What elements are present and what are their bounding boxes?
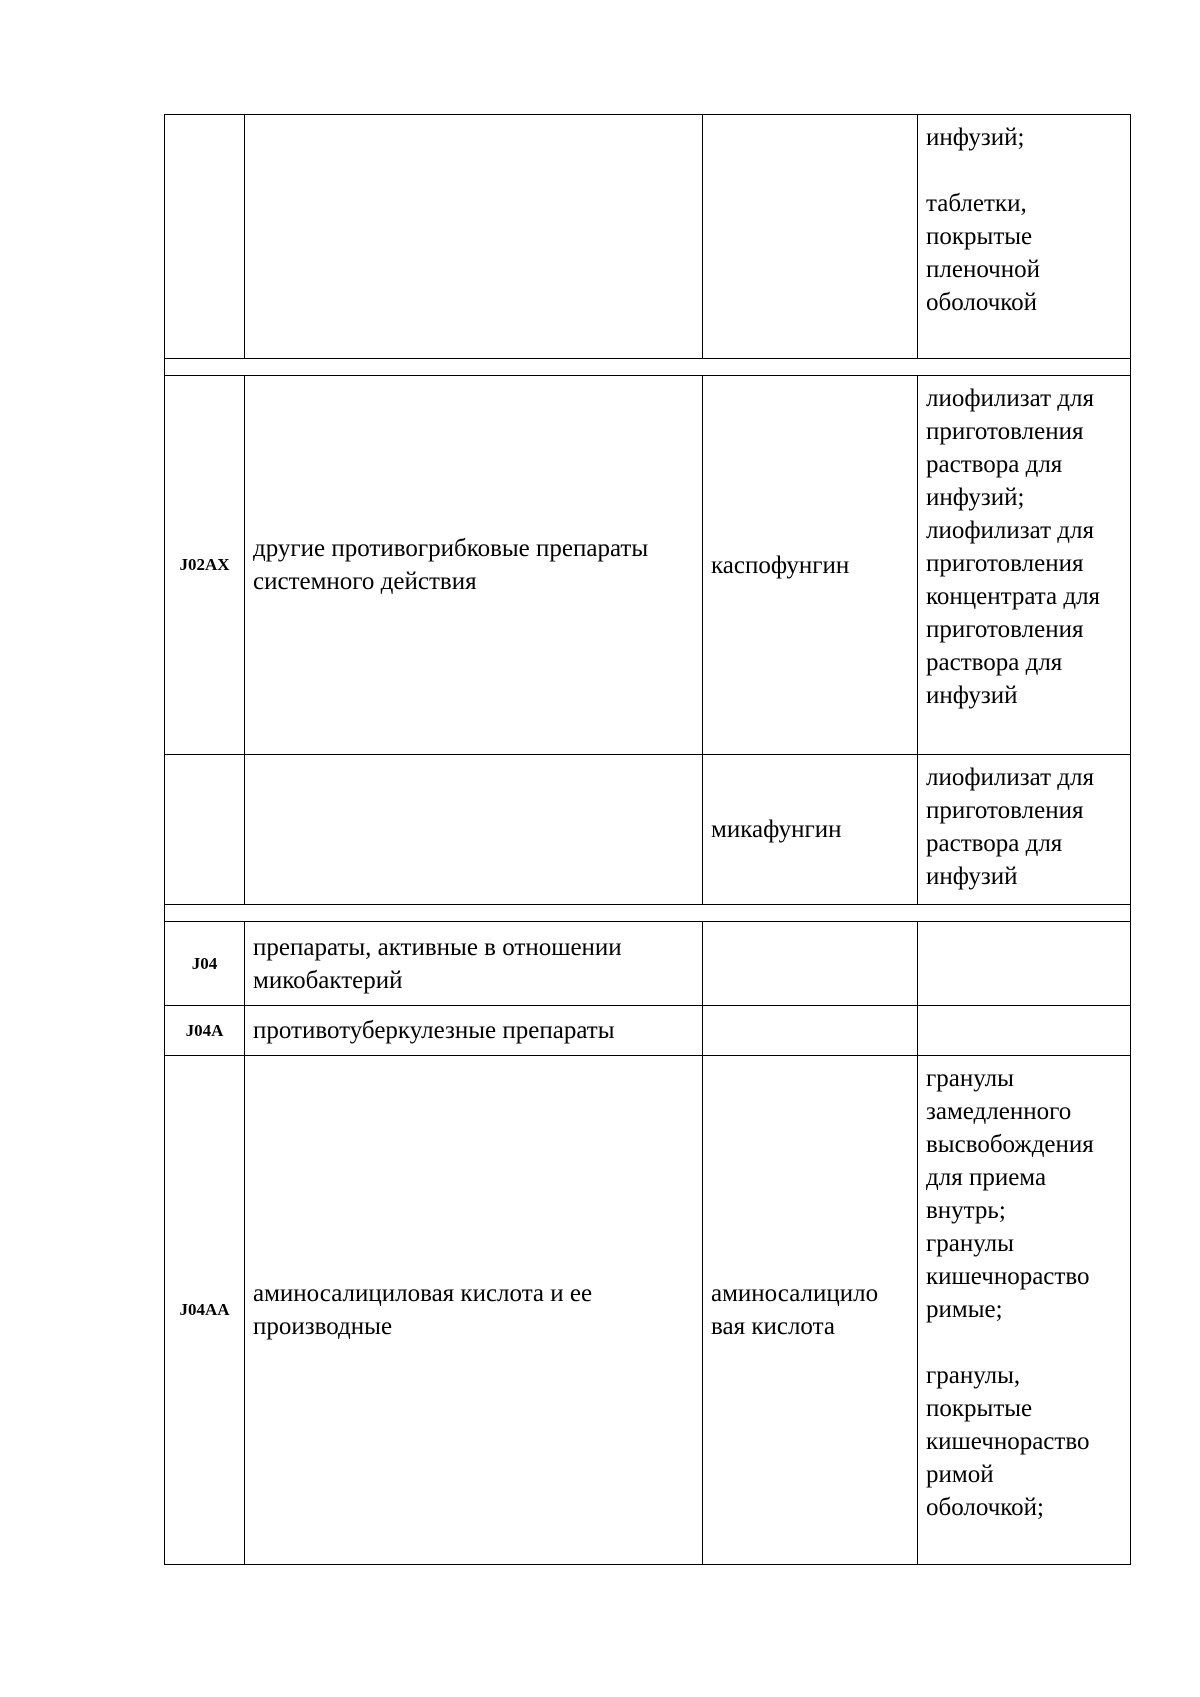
table-row — [164, 921, 1131, 1006]
form-line: приготовления — [926, 616, 1084, 643]
table-row — [164, 114, 1131, 359]
forms-list — [926, 121, 1124, 319]
form-line: оболочкой — [926, 289, 1038, 316]
table-row — [164, 1005, 1131, 1056]
form-line: кишечнораство — [926, 1428, 1090, 1455]
form-line: инфузий; — [926, 124, 1025, 151]
form-line: инфузий; — [926, 484, 1025, 511]
drug-cell — [703, 755, 918, 904]
form-line: раствора для — [926, 649, 1063, 676]
atc-code-cell — [165, 1056, 245, 1564]
form-line: замедленного — [926, 1098, 1072, 1125]
atc-code-cell — [165, 922, 245, 1005]
atc-code-cell — [165, 376, 245, 754]
form-line: приготовления — [926, 418, 1084, 445]
form-gap — [926, 1326, 1124, 1359]
drug-cell — [703, 1056, 918, 1564]
table-row — [164, 1055, 1131, 1565]
row-separator — [164, 904, 1131, 922]
table-row — [164, 754, 1131, 905]
form-line: гранулы — [926, 1230, 1014, 1257]
group-name: противотуберкулезные препараты — [253, 1017, 615, 1044]
group-cell — [245, 1006, 703, 1055]
group-name: другие противогрибковые препараты системного действия — [253, 535, 649, 595]
group-name: аминосалициловая кислота и ее производные — [253, 1280, 593, 1340]
form-line: гранулы — [926, 1065, 1014, 1092]
form-line: раствора для — [926, 451, 1063, 478]
form-line: инфузий — [926, 863, 1018, 890]
form-line: лиофилизат для — [926, 517, 1094, 544]
group-cell — [245, 1056, 703, 1564]
atc-code: J04AA — [179, 1300, 230, 1319]
form-line: оболочкой; — [926, 1494, 1044, 1521]
form-line: лиофилизат для — [926, 764, 1094, 791]
form-line: внутрь; — [926, 1197, 1006, 1224]
form-line: приготовления — [926, 797, 1084, 824]
atc-code-cell — [165, 1006, 245, 1055]
atc-code-cell — [165, 755, 245, 904]
forms-cell — [918, 376, 1130, 754]
form-line: гранулы, — [926, 1362, 1021, 1389]
forms-cell — [918, 922, 1130, 1005]
drug-cell — [703, 115, 918, 358]
form-line: таблетки, — [926, 190, 1027, 217]
form-line: лиофилизат для — [926, 385, 1094, 412]
drug-cell — [703, 922, 918, 1005]
form-line: концентрата для — [926, 583, 1101, 610]
drug-cell — [703, 1006, 918, 1055]
group-cell — [245, 922, 703, 1005]
form-line: приготовления — [926, 550, 1084, 577]
forms-list — [926, 761, 1124, 893]
form-line: кишечнораство — [926, 1263, 1090, 1290]
form-line: покрытые — [926, 1395, 1033, 1422]
atc-code: J04A — [185, 1020, 224, 1040]
form-line: римые; — [926, 1296, 1003, 1323]
forms-list — [926, 1062, 1124, 1524]
form-line: пленочной — [926, 256, 1041, 283]
forms-list — [926, 382, 1124, 712]
forms-cell — [918, 115, 1130, 358]
group-name: препараты, активные в отношении микобактерий — [253, 933, 622, 994]
atc-code: J04 — [191, 953, 218, 973]
forms-cell — [918, 1056, 1130, 1564]
group-cell — [245, 115, 703, 358]
table-row — [164, 375, 1131, 755]
atc-code-cell — [165, 115, 245, 358]
forms-cell — [918, 1006, 1130, 1055]
form-line: раствора для — [926, 830, 1063, 857]
group-cell — [245, 376, 703, 754]
row-separator — [164, 358, 1131, 376]
form-line: покрытые — [926, 223, 1033, 250]
drug-cell — [703, 376, 918, 754]
drug-name: каспофунгин — [711, 551, 850, 579]
drug-name: микафунгин — [711, 816, 842, 843]
group-cell — [245, 755, 703, 904]
form-line: для приема — [926, 1164, 1047, 1191]
form-line: высвобождения — [926, 1131, 1094, 1158]
forms-cell — [918, 755, 1130, 904]
form-gap — [926, 154, 1124, 187]
atc-code: J02AX — [179, 555, 230, 574]
form-line: инфузий — [926, 682, 1018, 709]
form-line: римой — [926, 1461, 994, 1488]
drug-name: аминосалицило вая кислота — [711, 1280, 879, 1340]
